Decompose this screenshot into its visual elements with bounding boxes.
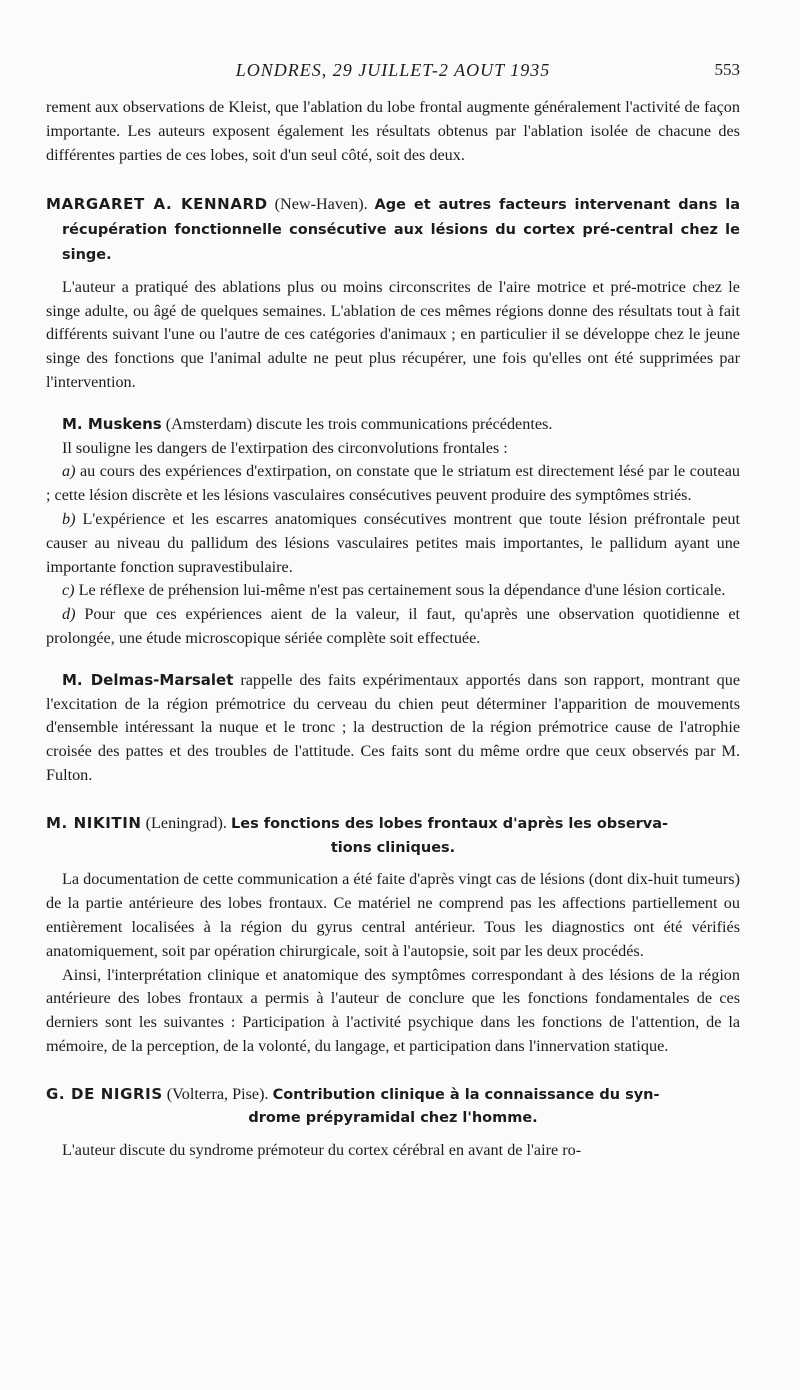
delmas-discussion	[46, 669, 740, 788]
page-header	[46, 60, 740, 84]
item-text: Le réflexe de préhension lui-même n'est pas certainement sous la dépendance d'une lésion corticale.	[78, 581, 726, 600]
nikitin-author: M. NIKITIN	[46, 813, 142, 832]
denigris-title-line2: drome prépyramidal chez l'homme.	[248, 1110, 538, 1127]
page-body	[46, 96, 740, 1163]
continuation-paragraph: rement aux observations de Kleist, que l'ablation du lobe frontal augmente généralement l'activité de façon importante. Les auteurs exposent également les résultats obtenus par l'ablation isolée de chacune des différentes parties de ces lobes, soit d'un seul côté, soit des deux.	[46, 98, 740, 164]
denigris-author: G. DE NIGRIS	[46, 1084, 163, 1103]
nikitin-paragraph-2: Ainsi, l'interprétation clinique et anatomique des symptômes correspondant à des lésions de la région antérieure des lobes frontaux a permis à l'auteur de conclure que les fonctions fondamentales de ces derniers sont les suivantes : Participation à l'activité psychique dans les fonctions de l'attention, de la mémoire, de la perception, de la volonté, du langage, et participation dans l'innervation statique.	[46, 965, 740, 1055]
kennard-title: Age et autres facteurs intervenant dans la récupération fonctionnelle consécutive aux lésions du cortex pré-central chez le singe.	[62, 197, 741, 263]
muskens-item-a	[46, 460, 740, 508]
muskens-discussion	[46, 413, 740, 651]
delmas-text: rappelle des faits expérimentaux apportés dans son rapport, montrant que l'excitation de la région prémotrice du cerveau du chien peut déterminer l'apparition de mouvements d'ensemble intéressant la nuque et le tronc ; la destruction de la région prémotrice cause de l'atrophie croisée des pattes et des troubles de l'attitude. Ces faits sont du même ordre que ceux observés par M. Fulton.	[46, 670, 741, 784]
muskens-intro	[46, 413, 740, 437]
nikitin-entry	[46, 812, 740, 1059]
item-letter: c)	[62, 581, 75, 600]
nikitin-paragraph-1: La documentation de cette communication a été faite d'après vingt cas de lésions (dont dix-huit tumeurs) de la partie antérieure des lobes frontaux. Ce matériel ne comprend pas les affections partiellement ou entièrement localisées à la région du gyrus central antérieur. Tous les diagnostics ont été vérifiés anatomiquement, soit par opération chirurgicale, soit à l'autopsie, soit par les deux procédés.	[46, 870, 740, 960]
item-text: Pour que ces expériences aient de la valeur, il faut, qu'après une observation quotidienne et prolongée, une étude microscopique sériée complète soit effectuée.	[46, 605, 741, 647]
nikitin-heading	[46, 812, 740, 861]
item-letter: d)	[62, 605, 76, 624]
item-text: L'expérience et les escarres anatomiques consécutives montrent que toute lésion préfrontale peut causer au niveau du pallidum des lésions vasculaires petites mais importantes, le pallidum ayant une importante fonction supravestibulaire.	[46, 509, 740, 576]
kennard-author: MARGARET A. KENNARD	[46, 195, 268, 214]
item-text: au cours des expériences d'extirpation, on constate que le striatum est directement lésé par le couteau ; cette lésion discrète et les lésions vasculaires consécutives peuvent produire des symptômes striés.	[46, 462, 740, 505]
nikitin-place: (Leningrad).	[145, 813, 227, 832]
denigris-place: (Volterra, Pise).	[166, 1084, 269, 1103]
item-letter: a)	[62, 462, 76, 481]
muskens-intro-text: (Amsterdam) discute les trois communications précédentes.	[165, 414, 553, 433]
page-number: 553	[714, 60, 740, 79]
muskens-lead: Il souligne les dangers de l'extirpation des circonvolutions frontales :	[62, 438, 508, 457]
denigris-title-line1: Contribution clinique à la connaissance du syn-	[272, 1086, 660, 1103]
denigris-abstract: L'auteur discute du syndrome prémoteur du cortex cérébral en avant de l'aire ro-	[62, 1141, 582, 1160]
kennard-abstract: L'auteur a pratiqué des ablations plus ou moins circonscrites de l'aire motrice et pré-motrice chez le singe adulte, ou âgé de quelques semaines. L'ablation de ces mêmes régions donne des résultats tout à fait différents suivant l'une ou l'autre de ces catégories d'animaux ; en particulier il se développe chez le jeune singe des fonctions que l'animal adulte ne peut plus récupérer, une fois qu'elles ont été supprimées par l'intervention.	[46, 277, 740, 391]
denigris-heading	[46, 1083, 740, 1132]
kennard-heading	[46, 193, 740, 267]
nikitin-title-line1: Les fonctions des lobes frontaux d'après les observa-	[231, 815, 669, 832]
muskens-item-d	[46, 603, 740, 651]
muskens-speaker: M. Muskens	[62, 414, 162, 433]
kennard-entry	[46, 193, 740, 394]
delmas-speaker: M. Delmas-Marsalet	[62, 670, 234, 689]
muskens-item-c	[46, 579, 740, 603]
delmas-paragraph	[46, 669, 740, 788]
running-title: LONDRES, 29 JUILLET-2 AOUT 1935	[235, 60, 551, 80]
muskens-item-b	[46, 508, 740, 579]
kennard-place: (New-Haven).	[274, 195, 368, 214]
denigris-entry	[46, 1083, 740, 1163]
item-letter: b)	[62, 509, 76, 528]
nikitin-title-line2: tions cliniques.	[330, 839, 456, 856]
